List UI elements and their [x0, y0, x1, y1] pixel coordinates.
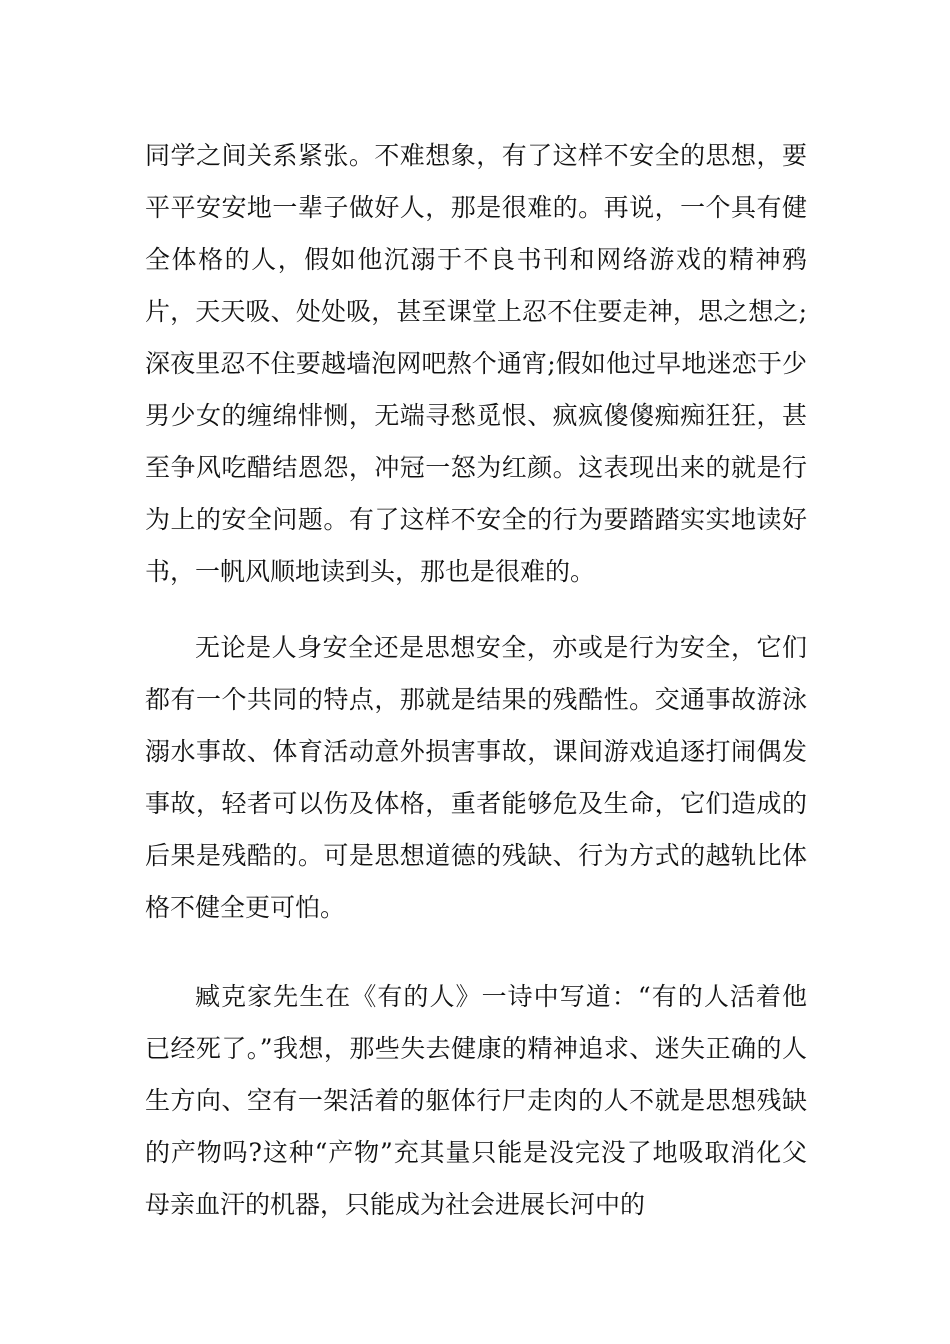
paragraph-3: 臧克家先生在《有的人》一诗中写道：“有的人活着他已经死了。”我想，那些失去健康的精神追求、迷失正确的人生方向、空有一架活着的躯体行尸走肉的人不就是思想残缺的产物吗?这种“产物”充其量只能是没完没了地吸取消化父母亲血汗的机器，只能成为社会进展长河中的: [145, 982, 807, 1219]
paragraph-2: 无论是人身安全还是思想安全，亦或是行为安全，它们都有一个共同的特点，那就是结果的残酷性。交通事故游泳溺水事故、体育活动意外损害事故，课间游戏追逐打闹偶发事故，轻者可以伤及体格，重者能够危及生命，它们造成的后果是残酷的。可是思想道德的残缺、行为方式的越轨比体格不健全更可怕。: [145, 633, 807, 922]
paragraph-1: 同学之间关系紧张。不难想象，有了这样不安全的思想，要平平安安地一辈子做好人，那是很难的。再说，一个具有健全体格的人，假如他沉溺于不良书刊和网络游戏的精神鸦片，天天吸、处处吸，甚至课堂上忍不住要走神，思之想之;深夜里忍不住要越墙泡网吧熬个通宵;假如他过早地迷恋于少男少女的缠绵悱恻，无端寻愁觅恨、疯疯傻傻痴痴狂狂，甚至争风吃醋结恩怨，冲冠一怒为红颜。这表现出来的就是行为上的安全问题。有了这样不安全的行为要踏踏实实地读好书，一帆风顺地读到头，那也是很难的。: [145, 141, 807, 586]
